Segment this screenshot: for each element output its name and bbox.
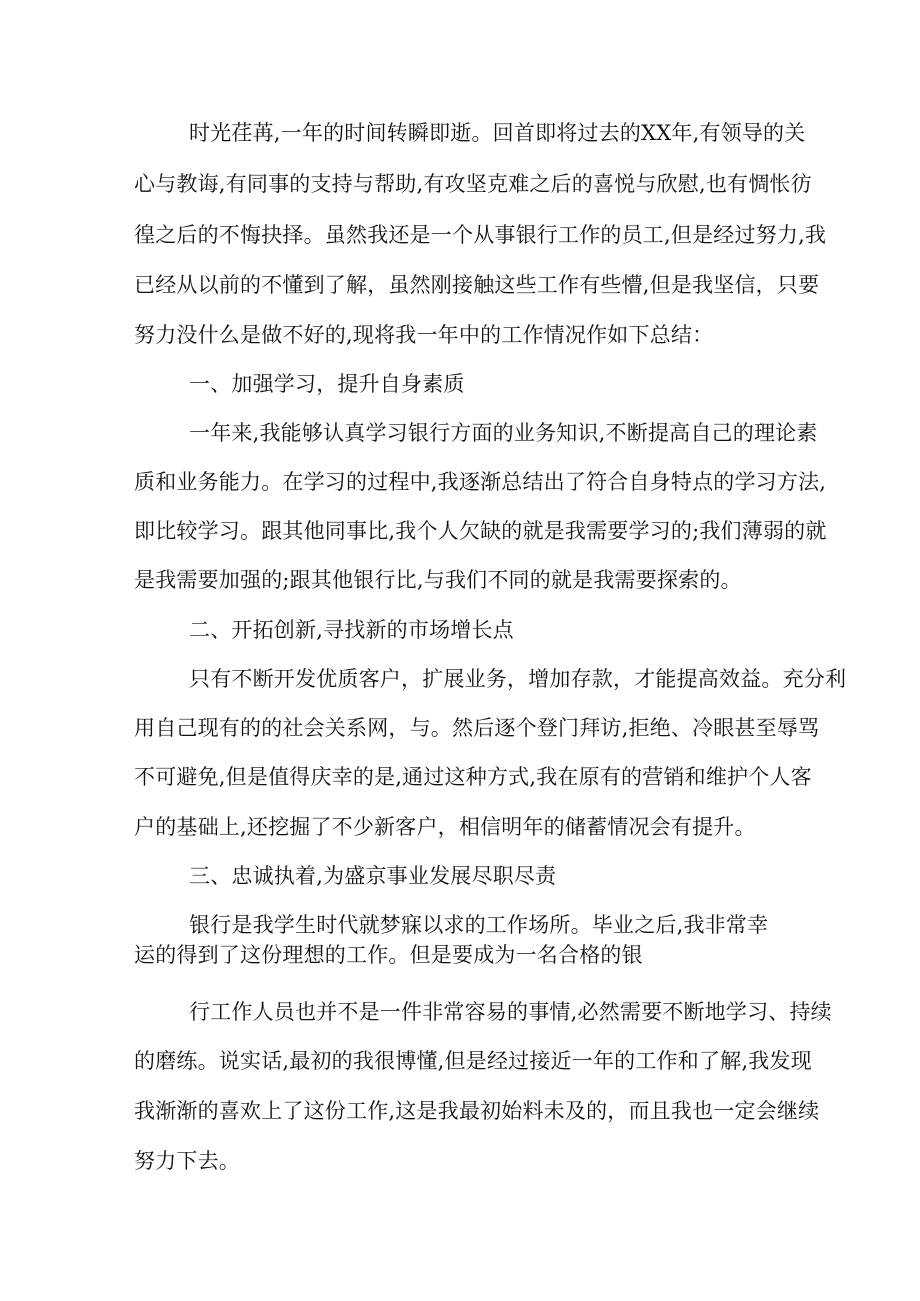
paragraph-1-line-4: 已经从以前的不懂到了解，虽然刚接触这些工作有些懵,但是我坚信，只要: [134, 273, 820, 297]
paragraph-5-line-4: 努力下去。: [134, 1149, 240, 1173]
paragraph-1-line-3: 徨之后的不悔抉择。虽然我还是一个从事银行工作的员工,但是经过努力,我: [134, 223, 827, 247]
paragraph-4-line-2: 运的得到了这份理想的工作。但是要成为一名合格的银: [134, 943, 643, 967]
paragraph-2-line-2: 质和业务能力。在学习的过程中,我逐渐总结出了符合自身特点的学习方法,: [134, 470, 827, 494]
paragraph-3-line-3: 不可避免,但是值得庆幸的是,通过这种方式,我在原有的营销和维护个人客: [134, 765, 812, 789]
heading-1: 一、加强学习，提升自身素质: [189, 372, 465, 396]
paragraph-1-line-5: 努力没什么是做不好的,现将我一年中的工作情况作如下总结：: [134, 323, 714, 347]
paragraph-2-line-1: 一年来,我能够认真学习银行方面的业务知识,不断提高自己的理论素: [189, 421, 818, 445]
paragraph-3-line-1: 只有不断开发优质客户，扩展业务，增加存款，才能提高效益。充分利: [189, 667, 847, 691]
paragraph-4-line-1: 银行是我学生时代就梦寐以求的工作场所。毕业之后,我非常幸: [189, 913, 769, 937]
paragraph-5-line-3: 我渐渐的喜欢上了这份工作,这是我最初始料未及的，而且我也一定会继续: [134, 1099, 820, 1123]
heading-2: 二、开拓创新,寻找新的市场增长点: [189, 618, 514, 642]
paragraph-3-line-4: 户的基础上,还挖掘了不少新客户，相信明年的储蓄情况会有提升。: [134, 815, 756, 839]
paragraph-1-line-1: 时光荏苒,一年的时间转瞬即逝。回首即将过去的XX年,有领导的关: [189, 121, 806, 145]
paragraph-5-line-1: 行工作人员也并不是一件非常容易的事情,必然需要不断地学习、持续: [189, 1000, 832, 1024]
paragraph-1-line-2: 心与教诲,有同事的支持与帮助,有攻坚克难之后的喜悦与欣慰,也有惆怅彷: [134, 172, 812, 196]
paragraph-5-line-2: 的磨练。说实话,最初的我很博懂,但是经过接近一年的工作和了解,我发现: [134, 1049, 812, 1073]
paragraph-2-line-3: 即比较学习。跟其他同事比,我个人欠缺的就是我需要学习的;我们薄弱的就: [134, 519, 827, 543]
paragraph-3-line-2: 用自己现有的的社会关系网，与。然后逐个登门拜访,拒绝、冷眼甚至辱骂: [134, 716, 820, 740]
paragraph-2-line-4: 是我需要加强的;跟其他银行比,与我们不同的就是我需要探索的。: [134, 568, 742, 592]
heading-3: 三、忠诚执着,为盛京事业发展尽职尽责: [189, 864, 557, 888]
